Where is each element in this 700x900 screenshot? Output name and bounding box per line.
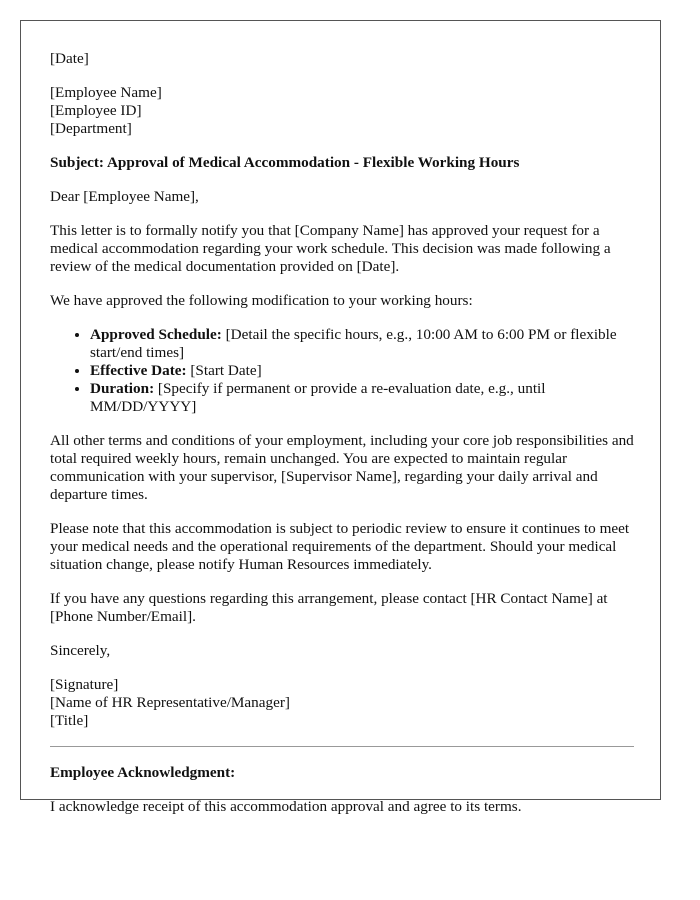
schedule-details-list (50, 326, 634, 416)
signature-line: [Signature] (50, 676, 119, 693)
recipient-department: [Department] (50, 120, 132, 137)
paragraph-terms: All other terms and conditions of your employment, including your core job responsibilities and total required weekly hours, remain unchanged. You are expected to maintain regular communication with your supervisor, [Supervisor Name], regarding your daily arrival and departure times. (50, 432, 634, 503)
paragraph-notification: This letter is to formally notify you that [Company Name] has approved your request for a medical accommodation regarding your work schedule. This decision was made following a review of the medical documentation provided on [Date]. (50, 222, 611, 275)
list-item-text: [Detail the specific hours, e.g., 10:00 AM to 6:00 PM or flexible start/end times] (90, 326, 617, 361)
recipient-name: [Employee Name] (50, 84, 162, 101)
acknowledgment-text: I acknowledge receipt of this accommodation approval and agree to its terms. (50, 798, 522, 815)
letter-page (20, 20, 661, 815)
list-item-label: Effective Date: (90, 362, 187, 379)
signer-title: [Title] (50, 712, 89, 729)
list-item-approved-schedule (90, 326, 634, 362)
list-item-label: Approved Schedule: (90, 326, 222, 343)
list-item-label: Duration: (90, 380, 155, 397)
subject-line: Subject: Approval of Medical Accommodation - Flexible Working Hours (50, 154, 520, 171)
list-item-effective-date (90, 362, 634, 380)
paragraph-modification-intro: We have approved the following modification to your working hours: (50, 292, 473, 309)
list-item-text: [Start Date] (186, 362, 262, 379)
paragraph-review: Please note that this accommodation is subject to periodic review to ensure it continues to meet your medical needs and the operational requirements of the department. Should your medical situation change, please notify Human Resources immediately. (50, 520, 630, 573)
paragraph-contact: If you have any questions regarding this arrangement, please contact [HR Contact Name] at [Phone Number/Email]. (50, 590, 608, 625)
section-divider (50, 746, 634, 747)
acknowledgment-title: Employee Acknowledgment: (50, 764, 236, 781)
list-item-duration (90, 380, 634, 416)
letter-date: [Date] (50, 50, 89, 67)
signer-name: [Name of HR Representative/Manager] (50, 694, 290, 711)
signature-block (50, 676, 634, 730)
recipient-id: [Employee ID] (50, 102, 142, 119)
list-item-text: [Specify if permanent or provide a re-evaluation date, e.g., until MM/DD/YYYY] (90, 380, 546, 415)
salutation: Dear [Employee Name], (50, 188, 199, 205)
recipient-block (50, 84, 634, 138)
letter-content (50, 50, 634, 816)
closing: Sincerely, (50, 642, 111, 659)
